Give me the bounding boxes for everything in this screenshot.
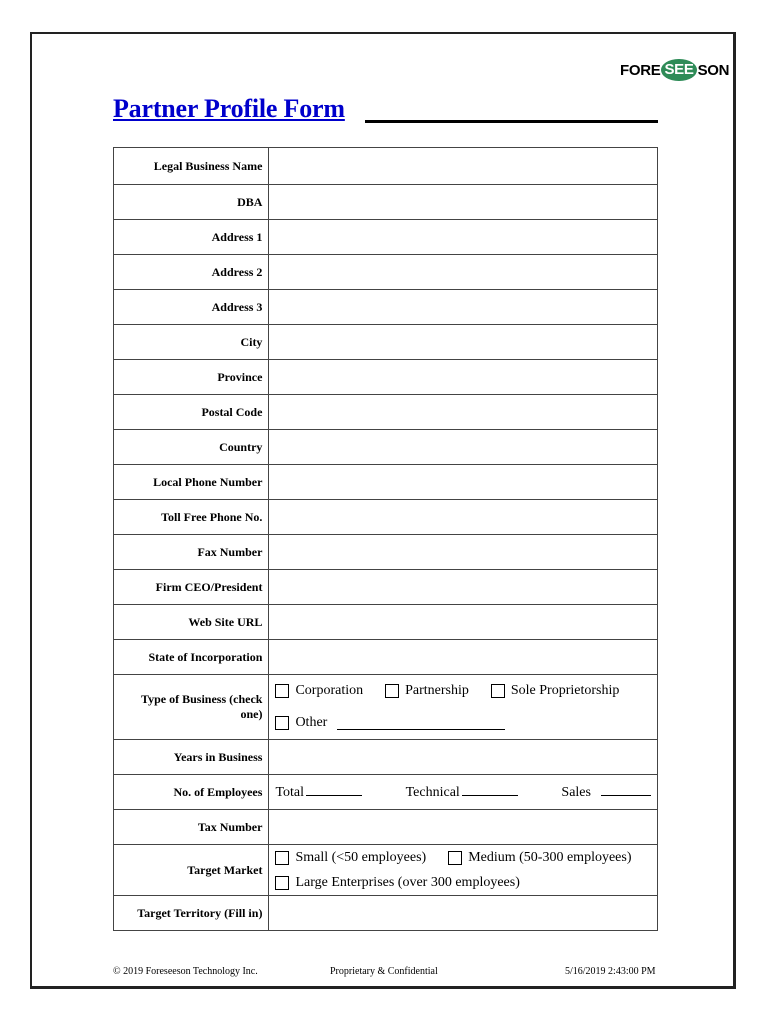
label-type-business: Type of Business (check one): [114, 675, 269, 740]
label-province: Province: [114, 360, 269, 395]
option-medium[interactable]: [448, 850, 631, 866]
label-website: Web Site URL: [114, 605, 269, 640]
row-target-market: [114, 845, 658, 896]
label-address2: Address 2: [114, 255, 269, 290]
type-business-field: [269, 675, 658, 740]
employees-technical-label: Technical: [405, 785, 460, 800]
logo-text-post: SON: [697, 61, 730, 79]
label-target-market: Target Market: [114, 845, 269, 896]
label-city: City: [114, 325, 269, 360]
label-tax: Tax Number: [114, 810, 269, 845]
checkbox-large[interactable]: [275, 876, 289, 890]
target-territory-field[interactable]: [269, 896, 658, 931]
row-local-phone: [114, 465, 658, 500]
row-province: [114, 360, 658, 395]
state-incorporation-field[interactable]: [269, 640, 658, 675]
toll-free-field[interactable]: [269, 500, 658, 535]
title-rule: [365, 120, 658, 123]
row-address1: [114, 220, 658, 255]
label-dba: DBA: [114, 185, 269, 220]
label-address1: Address 1: [114, 220, 269, 255]
row-website: [114, 605, 658, 640]
checkbox-corporation[interactable]: [275, 684, 289, 698]
option-other[interactable]: [275, 715, 505, 731]
checkbox-small[interactable]: [275, 851, 289, 865]
option-partnership[interactable]: [385, 683, 469, 699]
fax-field[interactable]: [269, 535, 658, 570]
employees-total-blank[interactable]: [306, 783, 362, 796]
option-large-label: Large Enterprises (over 300 employees): [295, 874, 520, 890]
tax-field[interactable]: [269, 810, 658, 845]
label-address3: Address 3: [114, 290, 269, 325]
employees-sales-label: Sales: [561, 785, 591, 800]
footer-confidential: Proprietary & Confidential: [330, 966, 438, 977]
employees-total[interactable]: [275, 783, 362, 801]
row-address3: [114, 290, 658, 325]
province-field[interactable]: [269, 360, 658, 395]
option-small[interactable]: [275, 850, 426, 866]
employees-technical-blank[interactable]: [462, 783, 518, 796]
option-partnership-label: Partnership: [405, 683, 469, 698]
country-field[interactable]: [269, 430, 658, 465]
option-corporation[interactable]: [275, 683, 363, 699]
checkbox-medium[interactable]: [448, 851, 462, 865]
row-address2: [114, 255, 658, 290]
logo-text-mid: SEE: [661, 59, 696, 81]
label-state-incorporation: State of Incorporation: [114, 640, 269, 675]
ceo-field[interactable]: [269, 570, 658, 605]
option-sole-label: Sole Proprietorship: [510, 683, 620, 698]
row-target-territory: [114, 896, 658, 931]
row-dba: [114, 185, 658, 220]
footer-copyright: © 2019 Foreseeson Technology Inc.: [113, 966, 258, 977]
address3-field[interactable]: [269, 290, 658, 325]
other-blank[interactable]: [337, 717, 505, 730]
row-toll-free: [114, 500, 658, 535]
company-logo: [620, 56, 730, 84]
employees-technical[interactable]: [406, 783, 518, 801]
checkbox-other[interactable]: [275, 716, 289, 730]
row-postal: [114, 395, 658, 430]
employees-sales[interactable]: [561, 783, 651, 801]
logo-text-pre: FORE: [620, 61, 661, 79]
option-other-label: Other: [295, 715, 328, 730]
employees-total-label: Total: [275, 785, 305, 800]
address1-field[interactable]: [269, 220, 658, 255]
dba-field[interactable]: [269, 185, 658, 220]
row-years: [114, 740, 658, 775]
employees-sales-blank[interactable]: [601, 783, 651, 796]
target-market-field: [269, 845, 658, 896]
row-fax: [114, 535, 658, 570]
option-small-label: Small (<50 employees): [295, 849, 427, 865]
checkbox-sole-proprietorship[interactable]: [491, 684, 505, 698]
row-employees: [114, 775, 658, 810]
address2-field[interactable]: [269, 255, 658, 290]
row-city: [114, 325, 658, 360]
postal-code-field[interactable]: [269, 395, 658, 430]
label-toll-free: Toll Free Phone No.: [114, 500, 269, 535]
employees-field: [269, 775, 658, 810]
option-large[interactable]: [275, 875, 519, 891]
label-local-phone: Local Phone Number: [114, 465, 269, 500]
option-medium-label: Medium (50-300 employees): [468, 849, 632, 865]
years-field[interactable]: [269, 740, 658, 775]
row-state-incorporation: [114, 640, 658, 675]
label-legal-name: Legal Business Name: [114, 148, 269, 185]
label-years: Years in Business: [114, 740, 269, 775]
label-fax: Fax Number: [114, 535, 269, 570]
label-employees: No. of Employees: [114, 775, 269, 810]
option-corporation-label: Corporation: [295, 683, 364, 698]
label-postal-code: Postal Code: [114, 395, 269, 430]
option-sole-proprietorship[interactable]: [491, 683, 620, 699]
row-country: [114, 430, 658, 465]
partner-form-table: [113, 147, 658, 931]
local-phone-field[interactable]: [269, 465, 658, 500]
checkbox-partnership[interactable]: [385, 684, 399, 698]
label-ceo: Firm CEO/President: [114, 570, 269, 605]
website-field[interactable]: [269, 605, 658, 640]
city-field[interactable]: [269, 325, 658, 360]
label-country: Country: [114, 430, 269, 465]
page-title: Partner Profile Form: [113, 94, 345, 123]
row-legal-name: [114, 148, 658, 185]
row-tax: [114, 810, 658, 845]
row-ceo: [114, 570, 658, 605]
legal-name-field[interactable]: [269, 148, 658, 185]
row-type-business: [114, 675, 658, 740]
label-target-territory: Target Territory (Fill in): [114, 896, 269, 931]
footer-timestamp: 5/16/2019 2:43:00 PM: [565, 966, 656, 977]
